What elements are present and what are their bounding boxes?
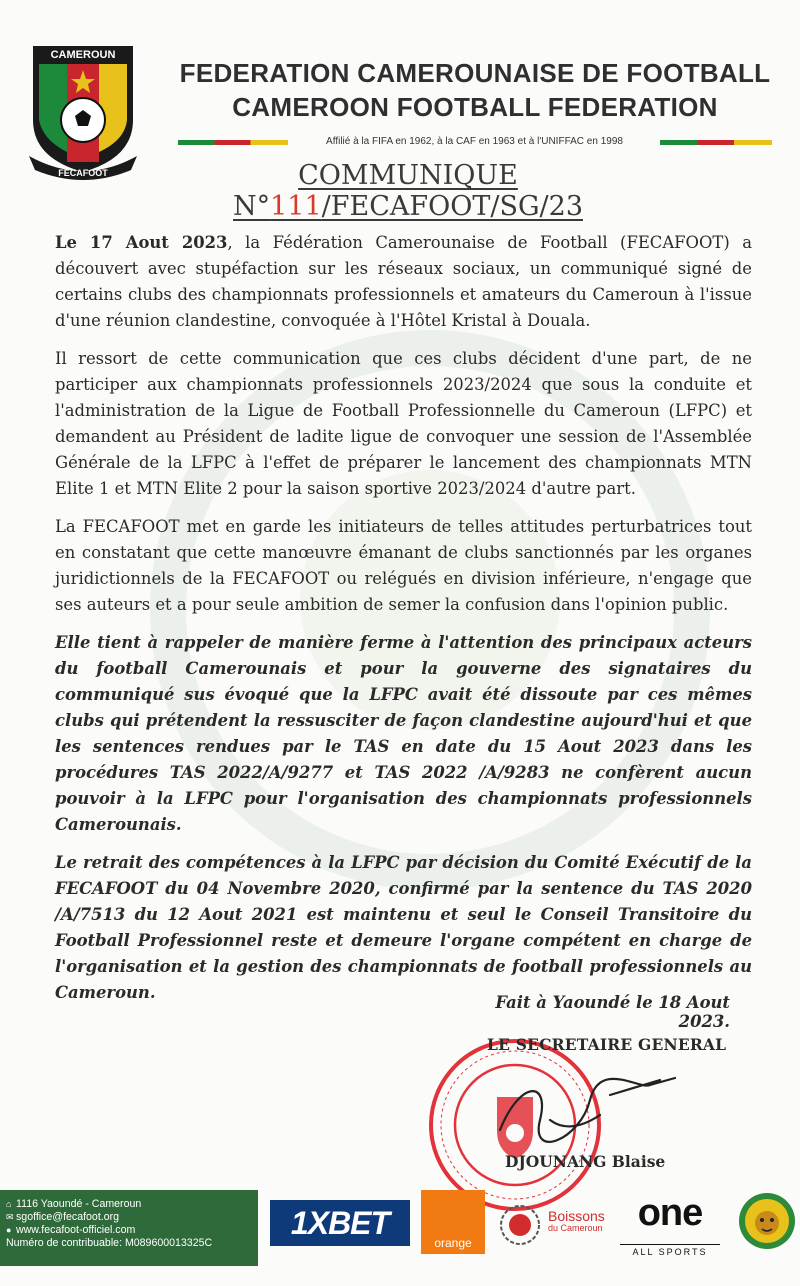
flag-stripe-right xyxy=(660,140,772,145)
lion-logo-icon xyxy=(738,1190,796,1252)
federation-title-fr: FEDERATION CAMEROUNAISE DE FOOTBALL xyxy=(179,58,771,88)
communique-title xyxy=(128,160,688,222)
sponsor-orange xyxy=(421,1190,485,1254)
footer-website[interactable]: www.fecafoot-officiel.com xyxy=(16,1224,136,1236)
boissons-logo-icon xyxy=(498,1200,542,1250)
boissons-name: Boissons xyxy=(548,1208,605,1224)
home-icon: ⌂ xyxy=(6,1199,12,1209)
flag-stripe-left xyxy=(178,140,288,145)
sponsor-one-sub: ALL SPORTS xyxy=(620,1244,720,1257)
signatory-title: LE SECRETAIRE GENERAL xyxy=(487,1035,727,1054)
paragraph-1-text: , la Fédération Camerounaise de Football (FECAFOOT) a découvert avec stupéfaction sur les réseaux sociaux, un communiqué signé de certains clubs des championnats professionnels et amateurs du Cameroun à l'issue d'une réunion clandestine, convoquée à l'Hôtel Kristal à Douala. xyxy=(55,233,752,330)
federation-title-en: CAMEROON FOOTBALL FEDERATION xyxy=(232,92,718,122)
paragraph-3: La FECAFOOT met en garde les initiateurs de telles attitudes perturbatrices tout en constatant que cette manœuvre émanant de clubs sanctionnés par les organes juridictionnels de la FECAFOOT ou relégués en division inférieure, n'engage que ses auteurs et a pour seule ambition de semer la confusion dans l'opinion public. xyxy=(55,517,752,614)
fecafoot-logo xyxy=(27,40,139,180)
communique-suffix: /FECAFOOT/SG/23 xyxy=(321,191,583,222)
affiliation-text: Affilié à la FIFA en 1962, à la CAF en 1963 et à l'UNIFFAC en 1998 xyxy=(326,136,623,147)
communique-prefix: COMMUNIQUE N° xyxy=(233,160,518,222)
paragraph-4: Elle tient à rappeler de manière ferme à l'attention des principaux acteurs du football Camerounais et pour la gouverne des signataires du communiqué sus évoqué que la LFPC avait été dissoute par ces mêmes clubs qui prétendent la ressusciter de façon clandestine aujourd'hui et que les sentences rendues par le TAS en date du 15 Aout 2023 dans les procédures TAS 2022/A/9277 et TAS 2022 /A/9283 ne confèrent aucun pouvoir à la LFPC pour l'organisation des championnats professionnels Camerounais. xyxy=(55,633,752,834)
communique-number: 111 xyxy=(270,191,322,222)
footer-taxpayer: Numéro de contribuable: M089600013325C xyxy=(6,1237,213,1249)
sponsor-1xbet: 1XBET xyxy=(270,1200,410,1246)
boissons-sub: du Cameroun xyxy=(548,1223,603,1233)
paragraph-2: Il ressort de cette communication que ces clubs décident d'une part, de ne participer aux championnats professionnels 2023/2024 que sous la conduite et l'administration de la Ligue de Football Professionnelle du Cameroun (LFPC) et demandent au Président de ladite ligue de convoquer une session de l'Assemblée Générale de la LFPC à l'effet de préparer le lancement des championnats MTN Elite 1 et MTN Elite 2 pour la saison sportive 2023/2024 d'autre part. xyxy=(55,349,752,498)
place-date: Fait à Yaoundé le 18 Aout 2023. xyxy=(495,993,730,1031)
logo-top-text: CAMEROUN xyxy=(50,49,116,61)
communique-body xyxy=(55,230,752,1018)
footer-email[interactable]: sgoffice@fecafoot.org xyxy=(16,1211,120,1223)
paragraph-1-date: Le 17 Aout 2023 xyxy=(55,233,228,252)
signatory-name: DJOUNANG Blaise xyxy=(505,1152,666,1171)
sponsor-orange-label: orange xyxy=(434,1236,472,1250)
footer-address: 1116 Yaoundé - Cameroun xyxy=(16,1198,142,1210)
globe-icon: ● xyxy=(6,1225,12,1235)
paragraph-5: Le retrait des compétences à la LFPC par décision du Comité Exécutif de la FECAFOOT du 04 Novembre 2020, confirmé par la sentence du TAS 2020 /A/7513 du 12 Aout 2021 est maintenu et seul le Conseil Transitoire du Football Professionnel reste et demeure l'organe compétent en charge de l'organisation et la gestion des championnats de football professionnels au Cameroun. xyxy=(55,853,752,1002)
sponsor-one: one xyxy=(637,1192,703,1234)
mail-icon: ✉ xyxy=(6,1212,14,1222)
paragraph-1 xyxy=(55,230,752,334)
sponsor-boissons xyxy=(548,1210,605,1234)
logo-bottom-text: FÉCAFOOT xyxy=(58,168,108,178)
signature-scribble xyxy=(490,1060,680,1150)
footer-contact xyxy=(0,1190,258,1266)
